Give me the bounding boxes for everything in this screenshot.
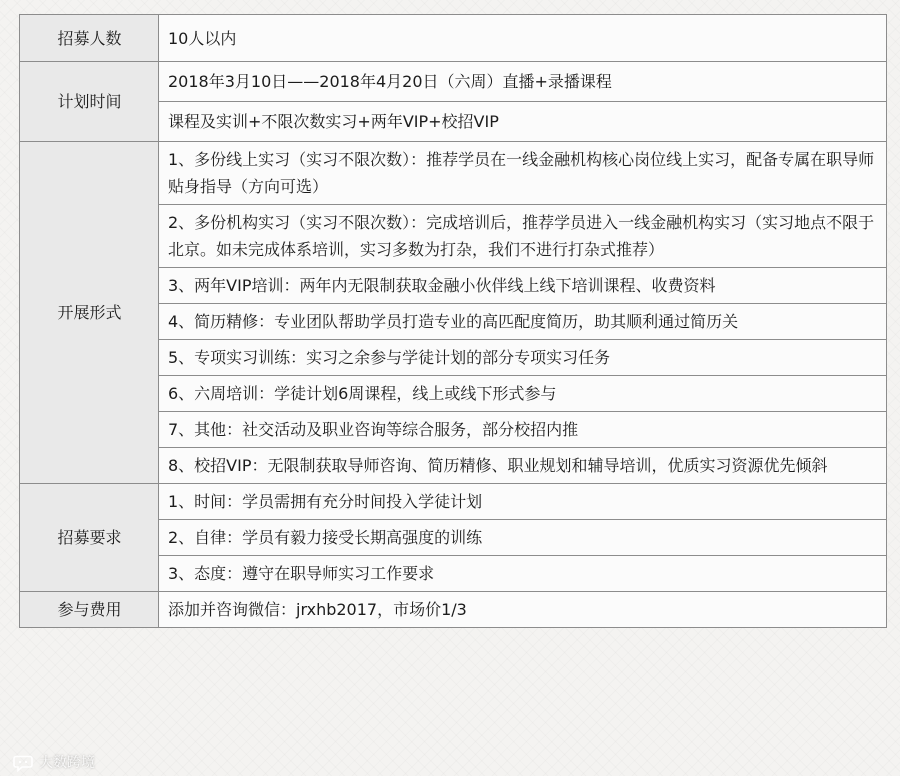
fee-value: 添加并咨询微信：jrxhb2017，市场价1/3 <box>159 592 887 628</box>
format-item: 4、简历精修：专业团队帮助学员打造专业的高匹配度简历，助其顺利通过简历关 <box>159 304 887 340</box>
fee-label: 参与费用 <box>20 592 159 628</box>
table-row <box>20 142 887 205</box>
plan-time-schedule: 2018年3月10日——2018年4月20日（六周）直播+录播课程 <box>159 62 887 102</box>
table-row <box>20 15 887 62</box>
table-row <box>20 484 887 520</box>
format-item: 1、多份线上实习（实习不限次数）：推荐学员在一线金融机构核心岗位线上实习，配备专属在职导师贴身指导（方向可选） <box>159 142 887 205</box>
plan-time-content: 课程及实训+不限次数实习+两年VIP+校招VIP <box>159 102 887 142</box>
requirement-item: 2、自律：学员有毅力接受长期高强度的训练 <box>159 520 887 556</box>
table-row <box>20 592 887 628</box>
format-item: 6、六周培训：学徒计划6周课程，线上或线下形式参与 <box>159 376 887 412</box>
format-item: 5、专项实习训练：实习之余参与学徒计划的部分专项实习任务 <box>159 340 887 376</box>
table-row <box>20 62 887 102</box>
format-item: 8、校招VIP：无限制获取导师咨询、简历精修、职业规划和辅导培训，优质实习资源优先倾斜 <box>159 448 887 484</box>
watermark <box>13 754 95 772</box>
requirement-item: 3、态度：遵守在职导师实习工作要求 <box>159 556 887 592</box>
recruit-count-value: 10人以内 <box>159 15 887 62</box>
requirement-item: 1、时间：学员需拥有充分时间投入学徒计划 <box>159 484 887 520</box>
recruit-count-label: 招募人数 <box>20 15 159 62</box>
format-item: 3、两年VIP培训：两年内无限制获取金融小伙伴线上线下培训课程、收费资料 <box>159 268 887 304</box>
format-label: 开展形式 <box>20 142 159 484</box>
format-item: 7、其他：社交活动及职业咨询等综合服务，部分校招内推 <box>159 412 887 448</box>
plan-time-label: 计划时间 <box>20 62 159 142</box>
chat-bubble-icon <box>13 755 33 772</box>
format-item: 2、多份机构实习（实习不限次数）：完成培训后，推荐学员进入一线金融机构实习（实习地点不限于北京。如未完成体系培训，实习多数为打杂，我们不进行打杂式推荐） <box>159 205 887 268</box>
watermark-text: 大数跨境 <box>39 755 95 771</box>
program-info-table <box>19 14 887 628</box>
requirements-label: 招募要求 <box>20 484 159 592</box>
